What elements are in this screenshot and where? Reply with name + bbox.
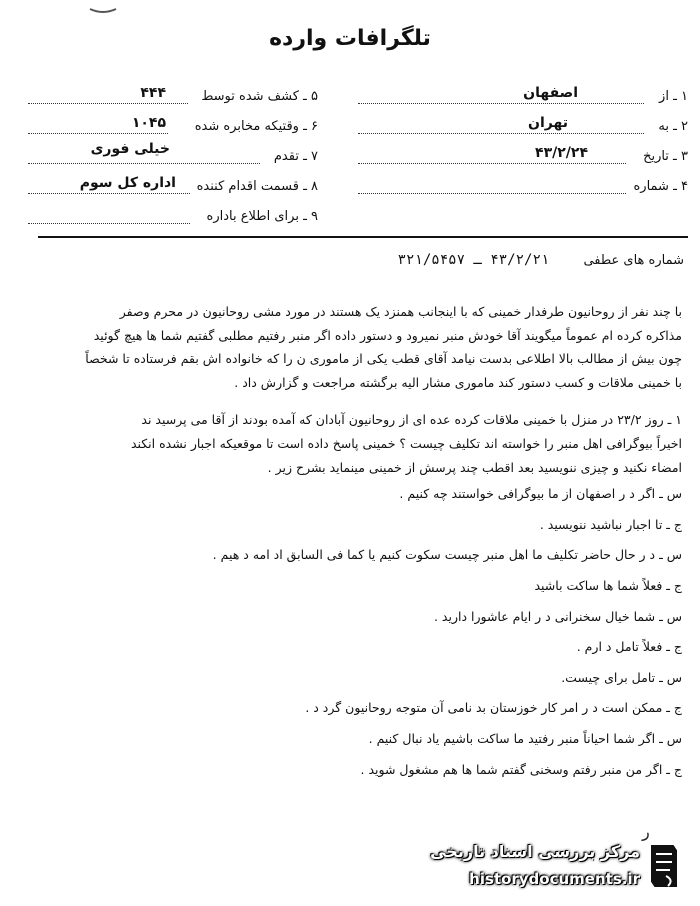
watermark-url: historydocuments.ir: [469, 870, 640, 888]
field-info-to: [28, 200, 318, 230]
field-number-label: ۴ ـ شماره: [633, 179, 688, 194]
field-action-dept-value: اداره کل سوم: [79, 175, 176, 191]
qa-answer: ج ـ ممکن است د ر امر کار خوزستان بد نامی آن متوجه روحانیون گرد د .: [305, 700, 682, 716]
qa-question: س ـ د ر حال حاضر تکلیف ما اهل منبر چیست سکوت کنیم یا کما فی السابق اد امه د هیم .: [212, 547, 682, 563]
field-info-to-label: ۹ ـ برای اطلاع باداره: [206, 209, 318, 224]
field-action-dept: [28, 170, 318, 200]
field-action-dept-line: [28, 193, 190, 194]
scan-corner-mark: [88, 0, 118, 8]
field-number: [358, 170, 688, 200]
field-from-line: [358, 103, 644, 104]
qa-answer: ج ـ فعلاً شما ها ساکت باشید: [534, 577, 682, 593]
watermark-text: مرکز بررسی اسناد تاریخی: [430, 842, 640, 861]
field-number-line: [358, 193, 626, 194]
qa-list: [17, 479, 682, 785]
header-divider: [38, 236, 688, 238]
qa-answer: ج ـ فعلاً تامل د ارم .: [576, 639, 682, 655]
field-priority-label: ۷ ـ تقدم: [273, 149, 318, 164]
qa-question: س ـ اگر د ر اصفهان از ما بیوگرافی خواستند چه کنیم .: [399, 486, 682, 502]
field-transmitted: [28, 110, 318, 140]
field-date: [358, 140, 688, 170]
field-date-label: ۳ ـ تاریخ: [643, 149, 688, 164]
field-transmitted-label: ۶ ـ وقتیکه مخابره شده: [194, 119, 318, 134]
reference-value: ۴۳/۲/۲۱ ـ ۳۲۱/۵۴۵۷: [397, 252, 550, 268]
field-from-value: اصفهان: [523, 85, 578, 101]
report-line: امضاء نکنید و چیزی ننویسید بعد اقطب چند پرسش از خمینی مینماید بشرح زیر .: [267, 459, 682, 475]
field-to-label: ۲ ـ به: [658, 119, 688, 134]
document-title: تلگرافات وارده: [269, 26, 431, 51]
field-from: [358, 80, 688, 110]
field-decoded-by-label: ۵ ـ کشف شده توسط: [201, 89, 318, 104]
intro-line: با خمینی ملاقات و کسب دستور کند ماموری مشار الیه برگشته مراجعت و گزارش داد .: [234, 374, 682, 390]
qa-answer: ج ـ اگر من منبر رفتم وسخنی گفتم شما ها هم مشغول شوید .: [360, 761, 682, 777]
watermark: [420, 836, 682, 898]
field-priority: [28, 140, 318, 170]
header-fields-right: [358, 80, 688, 200]
qa-question: س ـ شما خیال سخنرانی د ر ایام عاشورا دارید .: [433, 608, 682, 624]
field-transmitted-value: ۱۰۴۵: [131, 115, 166, 131]
report-paragraph: [17, 408, 682, 479]
qa-question: س ـ تامل برای چیست.: [561, 669, 682, 685]
field-decoded-by: [28, 80, 318, 110]
field-priority-line: [28, 163, 260, 164]
field-decoded-by-value: ۴۴۴: [140, 85, 166, 101]
field-decoded-by-line: [28, 103, 188, 104]
field-date-line: [358, 163, 626, 164]
field-action-dept-label: ۸ ـ قسمت اقدام کننده: [196, 179, 318, 194]
field-date-value: ۴۳/۲/۲۴: [535, 145, 588, 161]
field-info-to-line: [28, 223, 190, 224]
field-priority-value: خیلی فوری: [90, 141, 170, 157]
qa-question: س ـ اگر شما احیاناً منبر رفتید ما ساکت باشیم یاد نبال کنیم .: [368, 730, 682, 746]
field-to: [358, 110, 688, 140]
field-from-label: ۱ ـ از: [659, 89, 688, 104]
archive-logo-icon: [644, 840, 682, 892]
telegram-body: [17, 300, 682, 785]
intro-line: مذاکره کرده ام عموماً میگویند آقا خودش منبر نمیرود و دستور داده اگر منبر رفتیم مطلبی گفتیم شما ها هیچ گوئید: [93, 327, 682, 343]
reference-label: شماره های عطفی: [583, 253, 684, 268]
report-line: اخیراً بیوگرافی اهل منبر را خواسته اند تکلیف چیست ؟ خمینی پاسخ داده است تا موقعیکه اجبار نشده انکند: [130, 435, 682, 451]
intro-line: با چند نفر از روحانیون طرفدار خمینی که با اینجانب همنزد یک هستند در مورد مشی روحانیون در محرم وصفر: [119, 304, 682, 319]
qa-answer: ج ـ تا اجبار نباشید ننویسید .: [539, 516, 682, 532]
intro-paragraph: [17, 300, 682, 394]
intro-line: چون بیش از مطالب بالا اطلاعی بدست نیامد آقای قطب یکی از ماموری ن را که خانواده اش بقم فرستاده تا شخصاً: [85, 351, 682, 367]
field-to-value: تهران: [528, 115, 568, 131]
header-fields-left: [28, 80, 318, 230]
report-line: ۱ ـ روز ۲۳/۲ در منزل با خمینی ملاقات کرده عده ای از روحانیون آبادان که آمده بودند از آقا می پرسید ند: [141, 412, 682, 428]
reference-numbers: [0, 252, 684, 268]
field-transmitted-line: [28, 133, 168, 134]
handwritten-mark: ﺭ: [642, 822, 650, 841]
field-to-line: [358, 133, 644, 134]
